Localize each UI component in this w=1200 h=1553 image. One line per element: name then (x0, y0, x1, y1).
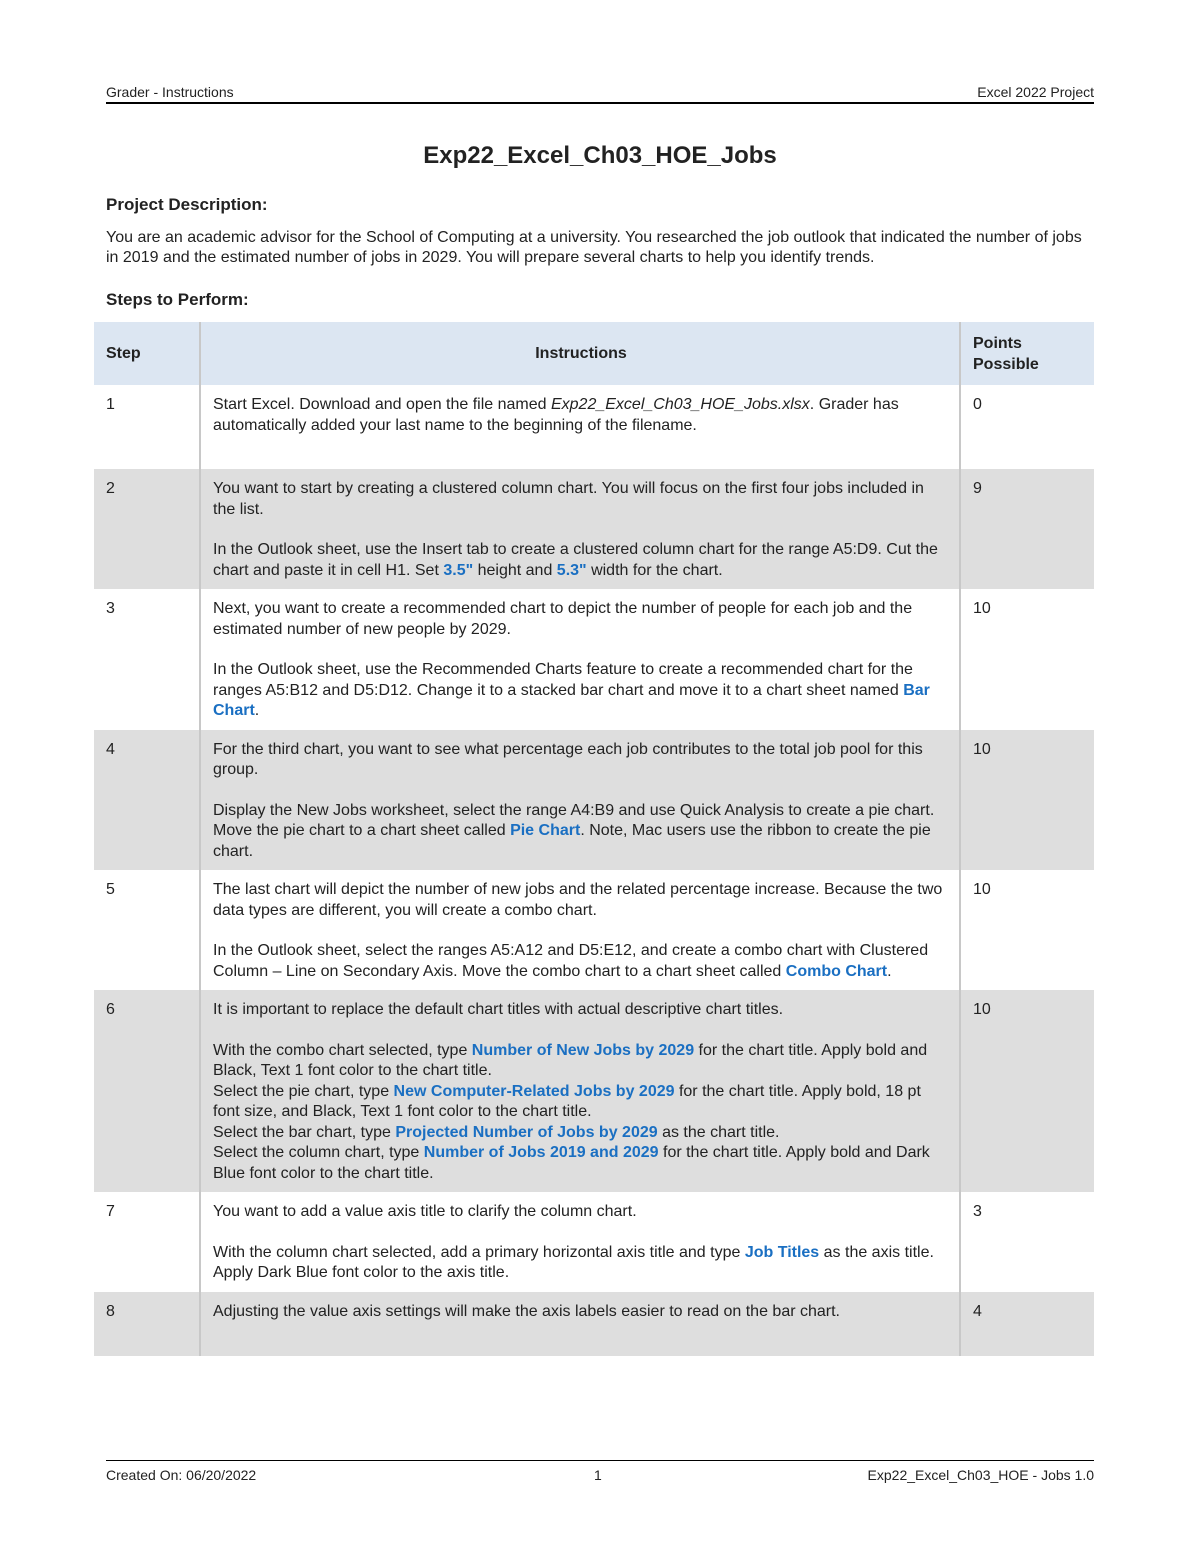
step-points: 10 (960, 990, 1094, 1192)
step-number: 2 (94, 469, 200, 589)
table-row (94, 1292, 1094, 1356)
step-number: 4 (94, 730, 200, 871)
step-points: 4 (960, 1292, 1094, 1356)
instruction-text: Start Excel. Download and open the file named (213, 396, 551, 413)
table-row (94, 589, 1094, 730)
footer-page-number: 1 (594, 1467, 602, 1483)
highlight-value: New Computer-Related Jobs by 2029 (393, 1082, 675, 1100)
header-instructions: Instructions (200, 322, 960, 385)
instruction-paragraph: Next, you want to create a recommended chart to depict the number of people for each job and the estimated number of new people by 2029. (213, 600, 913, 638)
instruction-paragraph: It is important to replace the default chart titles with actual descriptive chart titles. (213, 1001, 784, 1018)
highlight-value: 5.3" (556, 561, 587, 579)
table-row (94, 990, 1094, 1192)
step-instructions (200, 870, 960, 990)
project-description: You are an academic advisor for the School of Computing at a university. You researched the job outlook that indicated the number of jobs in 2019 and the estimated number of jobs in 2029. You will prepare several charts to help you identify trends. (106, 229, 1082, 266)
step-instructions (200, 385, 960, 469)
step-points: 10 (960, 589, 1094, 730)
highlight-value: Number of Jobs 2019 and 2029 (423, 1144, 659, 1161)
instruction-paragraph: With the column chart selected, add a primary horizontal axis title and type Job Titles as the axis title. Apply Dark Blue font color to the axis title. (213, 1243, 934, 1281)
highlight-value: Combo Chart (785, 962, 888, 980)
header-right: Excel 2022 Project (977, 84, 1094, 100)
table-row (94, 870, 1094, 990)
highlight-value: Job Titles (744, 1243, 820, 1261)
instruction-paragraph: You want to start by creating a clustered column chart. You will focus on the first four jobs included in the list. (213, 480, 924, 518)
highlight-value: 3.5" (443, 561, 474, 579)
table-row (94, 1192, 1094, 1292)
highlight-value: Pie Chart (510, 822, 581, 839)
step-number: 7 (94, 1192, 200, 1292)
step-instructions (200, 730, 960, 871)
table-row (94, 730, 1094, 871)
step-number: 5 (94, 870, 200, 990)
instruction-paragraph: In the Outlook sheet, use the Insert tab to create a clustered column chart for the range A5:D9. Cut the chart and paste it in cell H1. Set 3.5" height and 5.3" width for the chart. (213, 541, 938, 579)
footer-created-date: Created On: 06/20/2022 (106, 1467, 257, 1483)
steps-table (94, 322, 1094, 1356)
step-number: 1 (94, 385, 200, 469)
project-description-heading: Project Description: (106, 195, 268, 214)
step-number: 6 (94, 990, 200, 1192)
file-name: Exp22_Excel_Ch03_HOE_Jobs.xlsx (550, 396, 810, 413)
header-left: Grader - Instructions (106, 84, 234, 100)
table-row (94, 385, 1094, 469)
instruction-paragraph: With the combo chart selected, type Number of New Jobs by 2029 for the chart title. Apply bold and Black, Text 1 font color to the chart title. Select the pie chart, type New Computer-Related Jobs by 2029 for the chart title. Apply bold, 18 pt font size, and Black, Text 1 font color to the chart title. Select the bar chart, type Projected Number of Jobs by 2029 as the chart title. Select the column chart, type Number of Jobs 2019 and 2029 for the chart title. Apply bold and Dark Blue font color to the chart title. (213, 1041, 930, 1182)
step-points: 10 (960, 870, 1094, 990)
table-row (94, 469, 1094, 589)
step-points: 0 (960, 385, 1094, 469)
step-instructions (200, 589, 960, 730)
instruction-paragraph: For the third chart, you want to see what percentage each job contributes to the total job pool for this group. (213, 740, 923, 778)
instruction-paragraph: You want to add a value axis title to clarify the column chart. (213, 1203, 637, 1220)
instruction-text: . Grader has automatically added your last name to the beginning of the filename. (213, 396, 899, 434)
step-points: 3 (960, 1192, 1094, 1292)
instruction-paragraph: The last chart will depict the number of new jobs and the related percentage increase. Because the two data types are different, you will create a combo chart. (213, 881, 943, 919)
footer-document-name: Exp22_Excel_Ch03_HOE - Jobs 1.0 (867, 1467, 1094, 1483)
document-title: Exp22_Excel_Ch03_HOE_Jobs (423, 142, 777, 169)
header-step: Step (94, 322, 200, 385)
steps-heading: Steps to Perform: (106, 290, 249, 309)
step-instructions (200, 990, 960, 1192)
step-number: 3 (94, 589, 200, 730)
step-instructions (200, 469, 960, 589)
table-header-row (94, 322, 1094, 385)
highlight-value: Bar Chart (213, 681, 930, 719)
header-points: Points Possible (960, 322, 1094, 385)
step-instructions (200, 1192, 960, 1292)
instruction-paragraph: Display the New Jobs worksheet, select the range A4:B9 and use Quick Analysis to create a pie chart. Move the pie chart to a chart sheet called Pie Chart. Note, Mac users use the ribbon to create the pie chart. (213, 801, 935, 860)
step-points: 9 (960, 469, 1094, 589)
highlight-value: Projected Number of Jobs by 2029 (395, 1123, 658, 1141)
instruction-paragraph: In the Outlook sheet, use the Recommended Charts feature to create a recommended chart for the ranges A5:B12 and D5:D12. Change it to a stacked bar chart and move it to a chart sheet named Bar Chart. (213, 661, 930, 719)
highlight-value: Number of New Jobs by 2029 (471, 1041, 695, 1059)
instruction-paragraph: In the Outlook sheet, select the ranges A5:A12 and D5:E12, and create a combo chart with Clustered Column – Line on Secondary Axis. Move the combo chart to a chart sheet called Combo Chart. (213, 942, 929, 980)
page-header (106, 82, 1094, 104)
step-number: 8 (94, 1292, 200, 1356)
page-footer (106, 1460, 1094, 1485)
step-instructions: Adjusting the value axis settings will make the axis labels easier to read on the bar chart. (200, 1292, 960, 1356)
step-points: 10 (960, 730, 1094, 871)
